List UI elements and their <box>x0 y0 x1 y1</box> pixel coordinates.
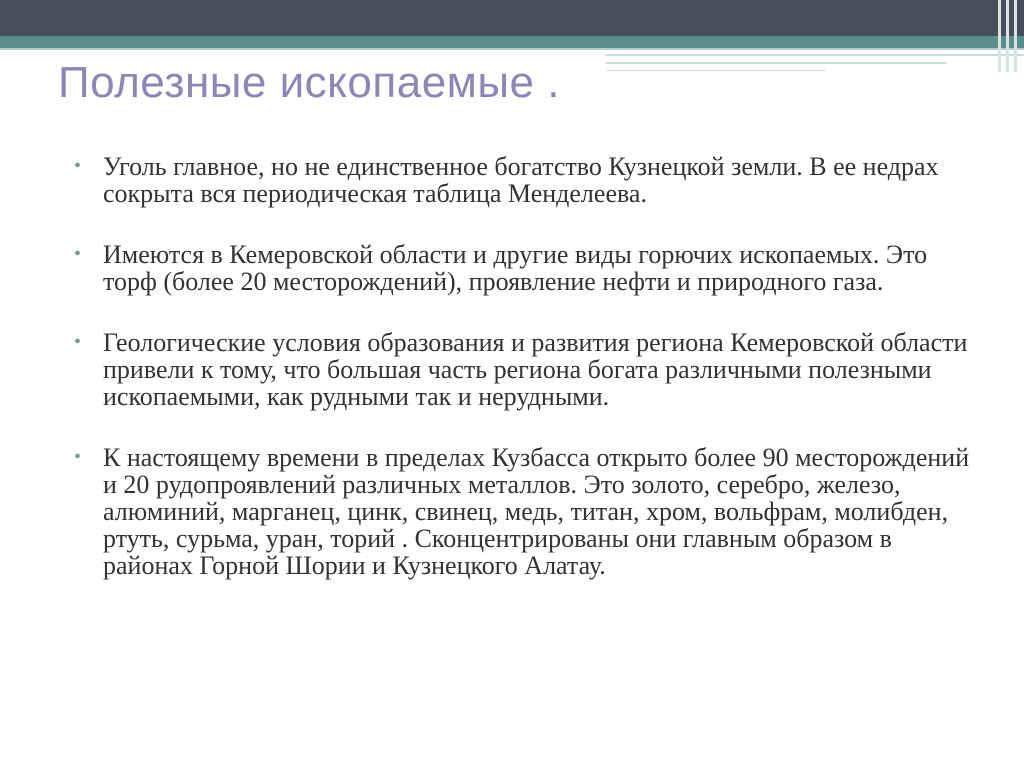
accent-line <box>606 70 826 71</box>
corner-decoration <box>994 0 1024 72</box>
bullet-item <box>72 241 972 295</box>
bullet-item <box>72 329 972 410</box>
bullet-text: Уголь главное, но не единственное богатство Кузнецкой земли. В ее недрах сокрыта вся периодическая таблица Менделеева. <box>103 152 939 208</box>
bullet-list <box>72 153 972 613</box>
header-dark-bar <box>0 0 1024 36</box>
slide-title: Полезные ископаемые . <box>58 58 560 107</box>
header-teal-band <box>0 36 1024 48</box>
bullet-item <box>72 444 972 579</box>
bullet-text: Имеются в Кемеровской области и другие виды горючих ископаемых. Это торф (более 20 месторождений), проявление нефти и природного газа. <box>103 240 928 296</box>
accent-line <box>606 62 946 64</box>
bullet-text: Геологические условия образования и развития региона Кемеровской области привели к тому, что большая часть региона богата различными полезными ископаемыми, как рудными так и нерудными. <box>103 328 968 411</box>
bullet-icon: • <box>74 155 82 177</box>
accent-line <box>606 54 1024 56</box>
bullet-icon: • <box>74 446 82 468</box>
bullet-item <box>72 153 972 207</box>
header-teal-line <box>0 48 1024 50</box>
bullet-icon: • <box>74 331 82 353</box>
bullet-text: К настоящему времени в пределах Кузбасса открыто более 90 месторождений и 20 рудопроявлений различных металлов. Это золото, серебро, железо, алюминий, марганец, цинк, свинец, медь, титан, хром, вольфрам, молибден, ртуть, сурьма, уран, торий . Сконцентрированы они главным образом в районах Горной Шории и Кузнецкого Алатау. <box>103 443 970 580</box>
bullet-icon: • <box>74 243 82 265</box>
